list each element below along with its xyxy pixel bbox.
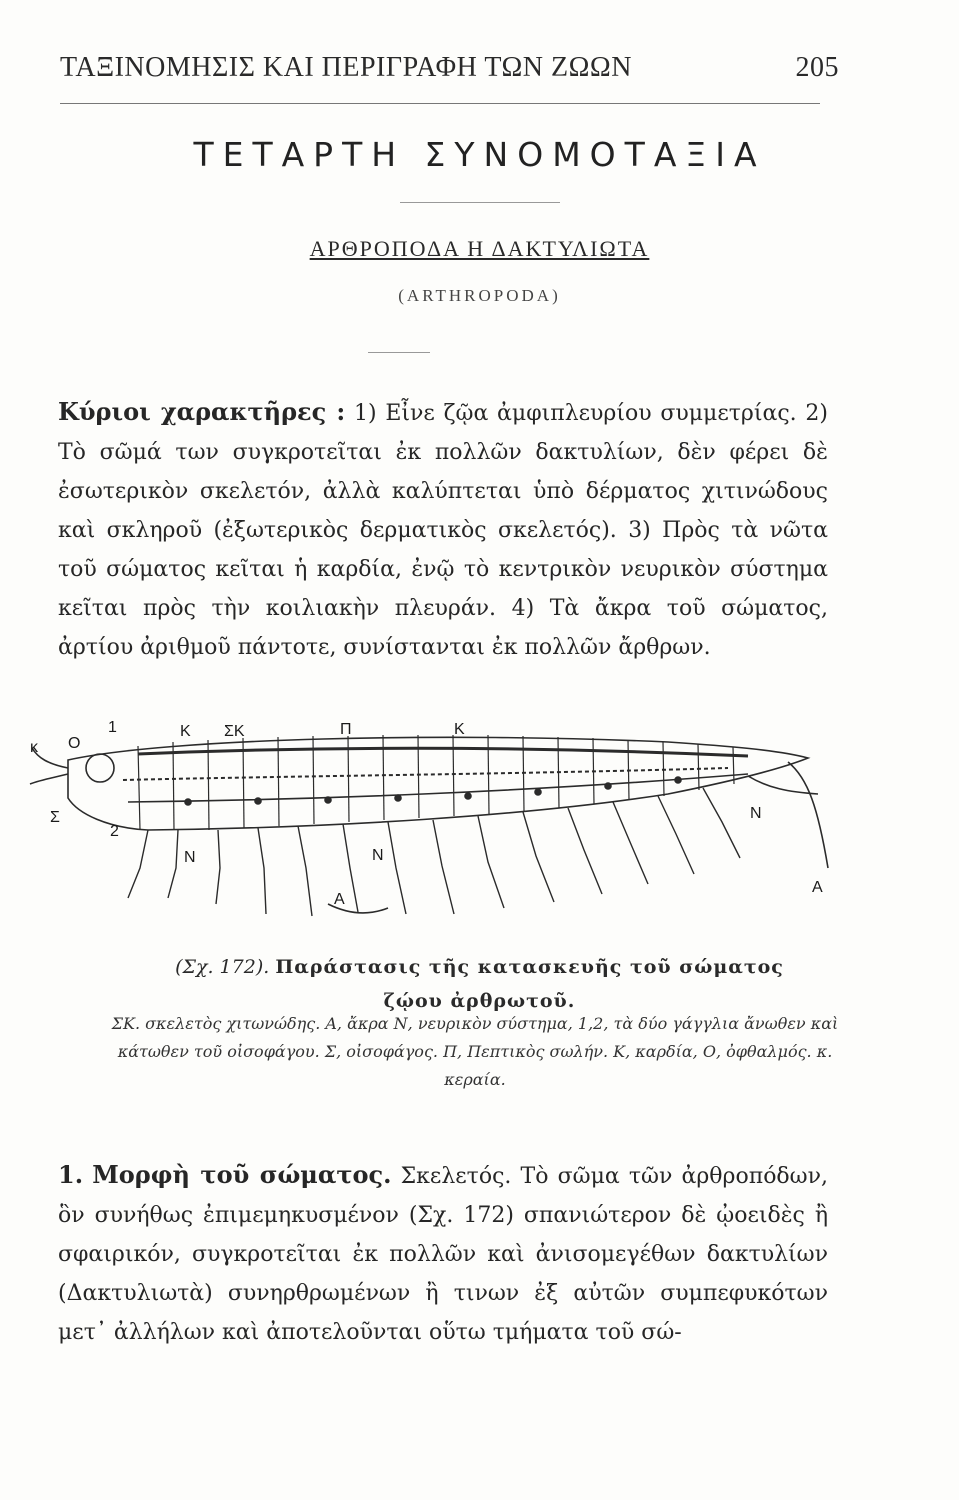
eye-circle [86, 754, 114, 782]
header-rule [60, 103, 820, 104]
label-skeleton: ΣΚ [224, 723, 245, 740]
label-antenna: κ [30, 739, 38, 756]
section-paragraph [58, 1155, 828, 1352]
division-title: ΤΕΤΑΡΤΗ ΣΥΝΟΜΟΤΑΞΙΑ [193, 135, 766, 174]
section-text: Σκελετός. Τὸ σῶμα τῶν ἀρθροπόδων, ὃν συνήθως ἐπιμεμηκυσμένον (Σχ. 172) σπανιώτερον δὲ ᾠοειδὲς ἢ σφαιρικόν, συγκροτεῖται ἐκ πολλῶν καὶ ἀνισομεγέθων δακτυλίων (Δακτυλιωτὰ) συνηρθρωμένων ἢ τινων ἐξ αὐτῶν συμπεφυκότων μετ᾽ ἀλλήλων καὶ ἀποτελοῦνται οὕτω τμήματα τοῦ σώ- [58, 1164, 828, 1345]
cercus-right [788, 762, 828, 868]
arthropod-figure [28, 718, 858, 938]
label-limb-right: A [812, 879, 823, 896]
label-esophagus: Σ [50, 809, 60, 826]
running-head-title: ΤΑΞΙΝΟΜΗΣΙΣ ΚΑΙ ΠΕΡΙΓΡΑΦΗ ΤΩΝ ΖΩΩΝ [60, 52, 632, 83]
ganglia [185, 777, 681, 805]
label-ganglion-1: 1 [108, 719, 117, 736]
label-ganglion-2: 2 [110, 823, 119, 840]
running-head [60, 52, 839, 84]
heart-line [138, 748, 748, 756]
figure-legend: ΣΚ. σκελετὸς χιτωνώδης. Α, ἄκρα Ν, νευρικὸν σύστημα, 1,2, τὰ δύο γάγγλια ἄνωθεν καὶ κάτωθεν τοῦ οἰσοφάγου. Σ, οἰσοφάγος. Π, Πεπτικὸς σωλήν. Κ, καρδία, Ο, ὀφθαλμός. κ. κεραία. [111, 1014, 839, 1089]
figure-title-line1: Παράστασις τῆς κατασκευῆς τοῦ σώματος [275, 956, 784, 978]
page-number: 205 [795, 52, 839, 83]
characteristics-lead: Κύριοι χαρακτῆρες : [58, 397, 346, 426]
characteristics-text: 1) Εἶνε ζῷα ἀμφιπλευρίου συμμετρίας. 2) Τὸ σῶμά των συγκροτεῖται ἐκ πολλῶν δακτυλίων, δὲν φέρει δὲ ἐσωτερικὸν σκελετόν, ἀλλὰ καλύπτεται ὑπὸ δέρματος χιτινώδους καὶ σκληροῦ (ἐξωτερικὸς δερματικὸς σκελετός). 3) Πρὸς τὰ νῶτα τοῦ σώματος κεῖται ἡ καρδία, ἐνῷ τὸ κεντρικὸν νευρικὸν σύστημα κεῖται πρὸς τὴν κοιλιακὴν πλευράν. 4) Τὰ ἄκρα τοῦ σώματος, ἀρτίου ἀριθμοῦ πάντοτε, συνίστανται ἐκ πολλῶν ἄρθρων. [58, 401, 828, 660]
legs [128, 788, 740, 916]
phylum-title: ΑΡΘΡΟΠΟΔΑ Η ΔΑΚΤΥΛΙΩΤΑ [309, 236, 650, 261]
label-eye: O [68, 735, 81, 752]
label-heart-left: K [180, 723, 191, 740]
gut-line [123, 768, 728, 780]
label-nerve-right: N [750, 805, 762, 822]
figure-title-line2: ζῴου ἀρθρωτοῦ. [383, 990, 576, 1012]
label-nerve-mid: N [372, 847, 384, 864]
divider-rule [400, 202, 560, 203]
characteristics-paragraph [58, 392, 828, 667]
antenna-lower [30, 774, 68, 784]
section-title: Μορφὴ τοῦ σώματος. [92, 1160, 392, 1189]
label-limb-mid: A [334, 891, 345, 908]
label-gut: Π [340, 721, 352, 738]
section-number: 1. [58, 1160, 84, 1189]
label-nerve-left: N [184, 849, 196, 866]
figure-number: (Σχ. 172). [175, 956, 270, 978]
phylum-latin-name: (ARTHROPODA) [398, 286, 561, 305]
figure-caption-title [0, 950, 959, 1018]
cercus-top [748, 776, 818, 794]
divider-rule-short [368, 352, 430, 353]
label-heart-right: K [454, 721, 465, 738]
